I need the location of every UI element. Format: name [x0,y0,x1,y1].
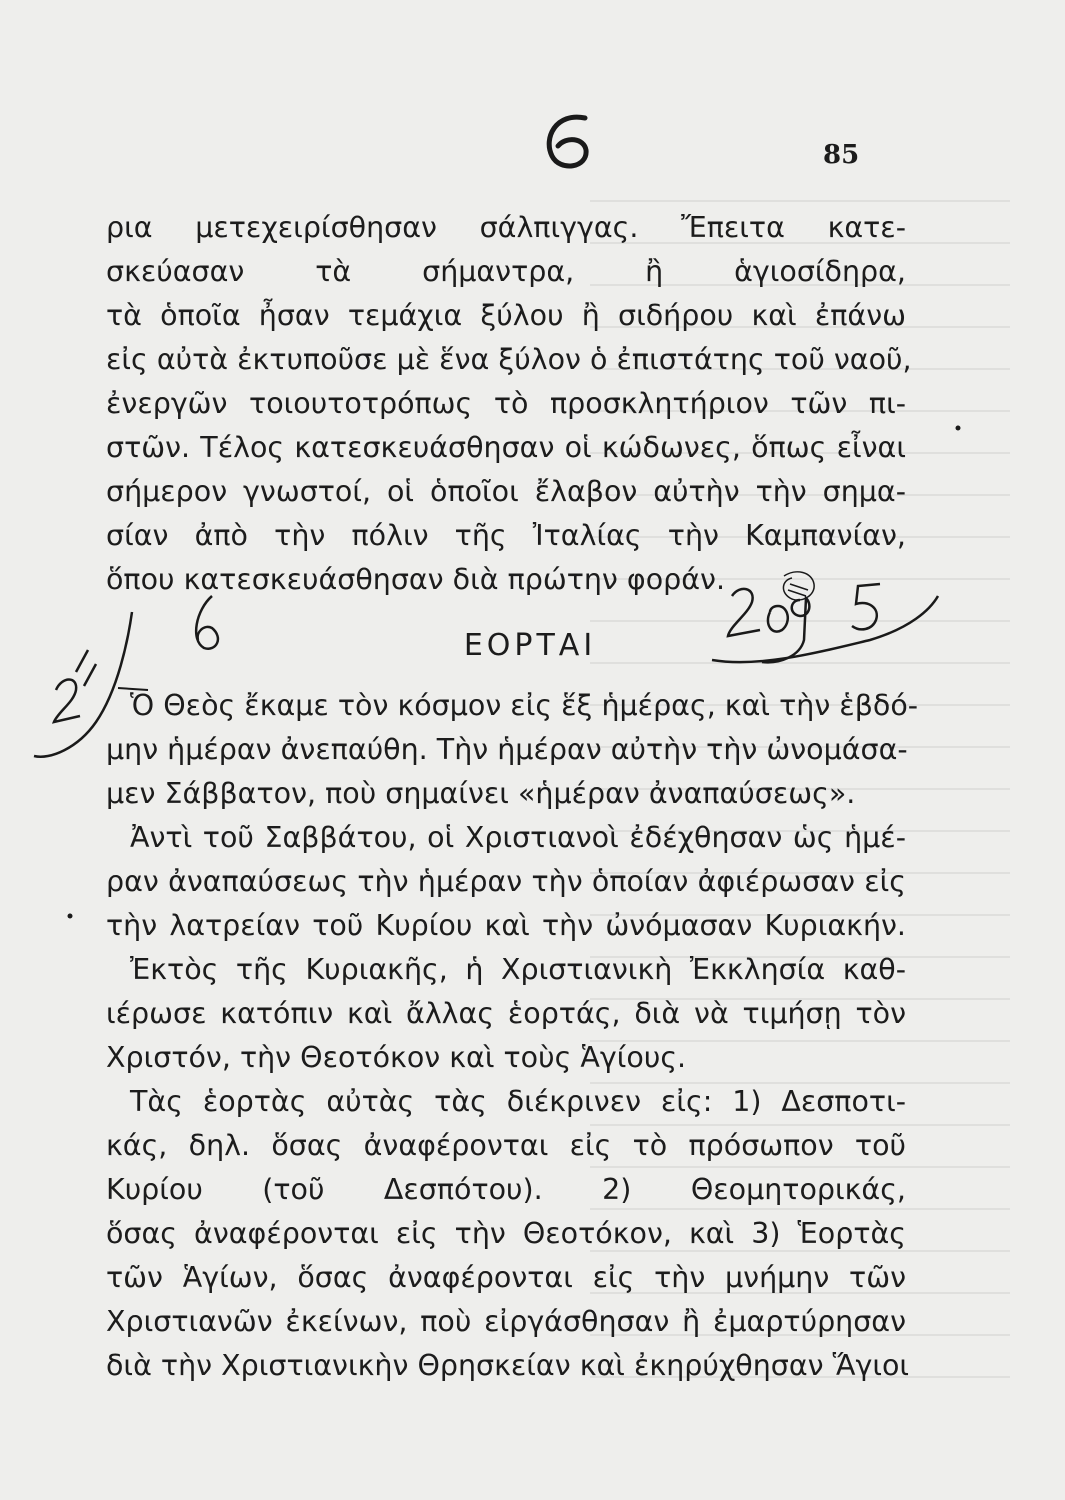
text-line: εἰς αὐτὰ ἐκτυποῦσε μὲ ἕνα ξύλον ὁ ἐπιστάτης τοῦ ναοῦ, [106,343,912,376]
text-line: Ὁ Θεὸς ἔκαμε τὸν κόσμον εἰς ἕξ ἡμέρας, καὶ τὴν ἑβδό- [130,689,919,722]
text-line: Ἀντὶ τοῦ Σαββάτου, οἱ Χριστιανοὶ ἐδέχθησαν ὡς ἡμέ- [130,821,906,854]
text-line: Χριστόν, τὴν Θεοτόκον καὶ τοὺς Ἁγίους. [106,1041,687,1074]
text-line: Χριστιανῶν ἐκείνων, ποὺ εἰργάσθησαν ἢ ἐμαρτύρησαν [106,1305,906,1338]
text-line: διὰ τὴν Χριστιανικὴν Θρησκείαν καὶ ἐκηρύχθησαν Ἅγιοι [106,1349,910,1382]
margin-dot-left [68,914,73,919]
paragraph-feasts [106,684,919,1388]
handwritten-mark-2 [54,680,80,723]
text-line: Τὰς ἑορτὰς αὐτὰς τὰς διέκρινεν εἰς: 1) Δεσποτι- [130,1085,906,1118]
text-line: σήμερον γνωστοί, οἱ ὁποῖοι ἔλαβον αὐτὴν τὴν σημα- [106,475,906,508]
text-line: Κυρίου (τοῦ Δεσπότου). 2) Θεομητορικάς, [106,1173,906,1206]
text-line: ὅσας ἀναφέρονται εἰς τὴν Θεοτόκον, καὶ 3) Ἑορτὰς [106,1217,906,1250]
text-line: τὰ ὁποῖα ἦσαν τεμάχια ξύλου ἢ σιδήρου καὶ ἐπάνω [106,299,906,332]
text-line: ιέρωσε κατόπιν καὶ ἄλλας ἑορτάς, διὰ νὰ τιμήσῃ τὸν [106,997,906,1030]
text-line: ἐνεργῶν τοιουτοτρόπως τὸ προσκλητήριον τῶν πι- [106,387,906,420]
text-line: σκεύασαν τὰ σήμαντρα, ἢ ἁγιοσίδηρα, [106,255,906,288]
text-line: μην ἡμέραν ἀνεπαύθη. Τὴν ἡμέραν αὐτὴν τὴν ὠνομάσα- [106,733,908,766]
page-number: 85 [823,140,860,170]
handwritten-tick [76,650,96,686]
text-line: τὴν λατρείαν τοῦ Κυρίου καὶ τὴν ὠνόμασαν Κυριακήν. [106,909,906,942]
handwritten-underline-curve [712,596,938,662]
text-line: ραν ἀναπαύσεως τὴν ἡμέραν τὴν ὁποίαν ἀφιέρωσαν εἰς [106,865,906,898]
text-line: σίαν ἀπὸ τὴν πόλιν τῆς Ἰταλίας τὴν Καμπανίαν, [106,519,906,552]
text-line: στῶν. Τέλος κατεσκευάσθησαν οἱ κώδωνες, ὅπως εἶναι [106,431,906,464]
handwritten-mark-6-mid [196,596,218,649]
text-line: κάς, δηλ. ὅσας ἀναφέρονται εἰς τὸ πρόσωπον τοῦ [106,1129,906,1162]
section-heading: ΕΟΡΤΑΙ [463,628,597,663]
paragraph-bells [106,206,912,602]
text-line: Ἐκτὸς τῆς Κυριακῆς, ἡ Χριστιανικὴ Ἐκκλησία καθ- [130,953,906,986]
handwritten-mark-6-top [549,117,586,166]
margin-dot-right [956,426,961,431]
text-line: ρια μετεχειρίσθησαν σάλπιγγας. Ἔπειτα κατε- [106,211,906,244]
text-line: τῶν Ἁγίων, ὅσας ἀναφέρονται εἰς τὴν μνήμην τῶν [106,1261,906,1294]
text-line: ὅπου κατεσκευάσθησαν διὰ πρώτην φοράν. [106,563,725,596]
text-line: μεν Σάββατον, ποὺ σημαίνει «ἡμέραν ἀναπαύσεως». [106,777,856,810]
